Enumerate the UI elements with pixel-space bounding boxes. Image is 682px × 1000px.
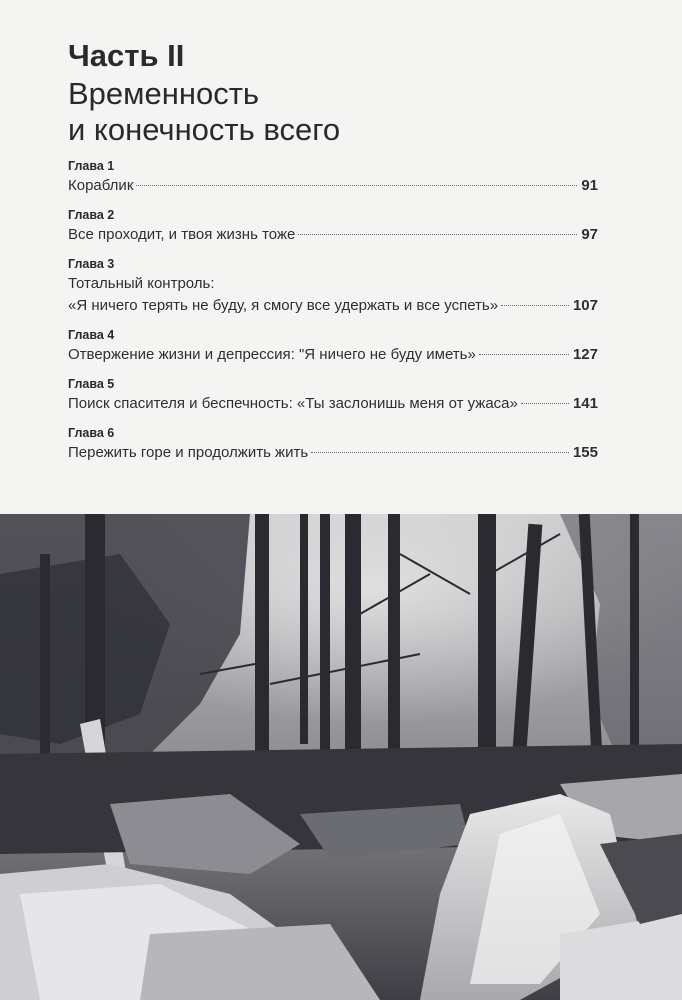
chapter-line [68,344,598,366]
chapter-label: Глава 2 [68,208,115,222]
chapter-page-number: 107 [572,297,598,314]
dot-leader [501,305,569,306]
chapter-line [68,224,598,246]
forest-waterfall-photo [0,514,682,1000]
part-title-line-1: Временность [68,76,260,111]
dot-leader [479,354,569,355]
chapter-title: Кораблик [68,177,134,194]
dot-leader [311,452,569,453]
dot-leader [521,403,569,404]
chapter-entry-6 [68,425,598,464]
chapter-entry-5 [68,376,598,415]
chapter-line [68,175,598,197]
chapter-entry-1 [68,158,598,197]
chapter-line [68,442,598,464]
chapter-entry-4 [68,327,598,366]
chapter-label: Глава 4 [68,328,115,342]
chapter-list [68,158,598,464]
chapter-page-number: 141 [572,395,598,412]
part-title-line-2: и конечность всего [68,112,341,147]
chapter-title-line-1: Тотальный контроль: [68,275,215,292]
chapter-label: Глава 6 [68,426,115,440]
forest-waterfall-image [0,514,682,1000]
chapter-label: Глава 5 [68,377,115,391]
chapter-title: «Я ничего терять не буду, я смогу все удержать и все успеть» [68,297,499,314]
chapter-title: Поиск спасителя и беспечность: «Ты заслонишь меня от ужаса» [68,395,518,412]
chapter-title: Пережить горе и продолжить жить [68,444,309,461]
part-label: Часть II [68,38,185,73]
chapter-page-number: 155 [572,444,598,461]
chapter-label: Глава 1 [68,159,115,173]
chapter-entry-2 [68,207,598,246]
chapter-entry-3 [68,256,598,317]
chapter-title: Все проходит, и твоя жизнь тоже [68,226,296,243]
chapter-label: Глава 3 [68,257,115,271]
dot-leader [136,185,577,186]
chapter-line [68,393,598,415]
chapter-line [68,295,598,317]
dot-leader [298,234,577,235]
chapter-title: Отвержение жизни и депрессия: "Я ничего не буду иметь» [68,346,476,363]
part-title [68,76,598,148]
chapter-page-number: 97 [581,226,598,243]
table-of-contents [68,38,598,474]
chapter-page-number: 127 [572,346,598,363]
chapter-page-number: 91 [581,177,598,194]
